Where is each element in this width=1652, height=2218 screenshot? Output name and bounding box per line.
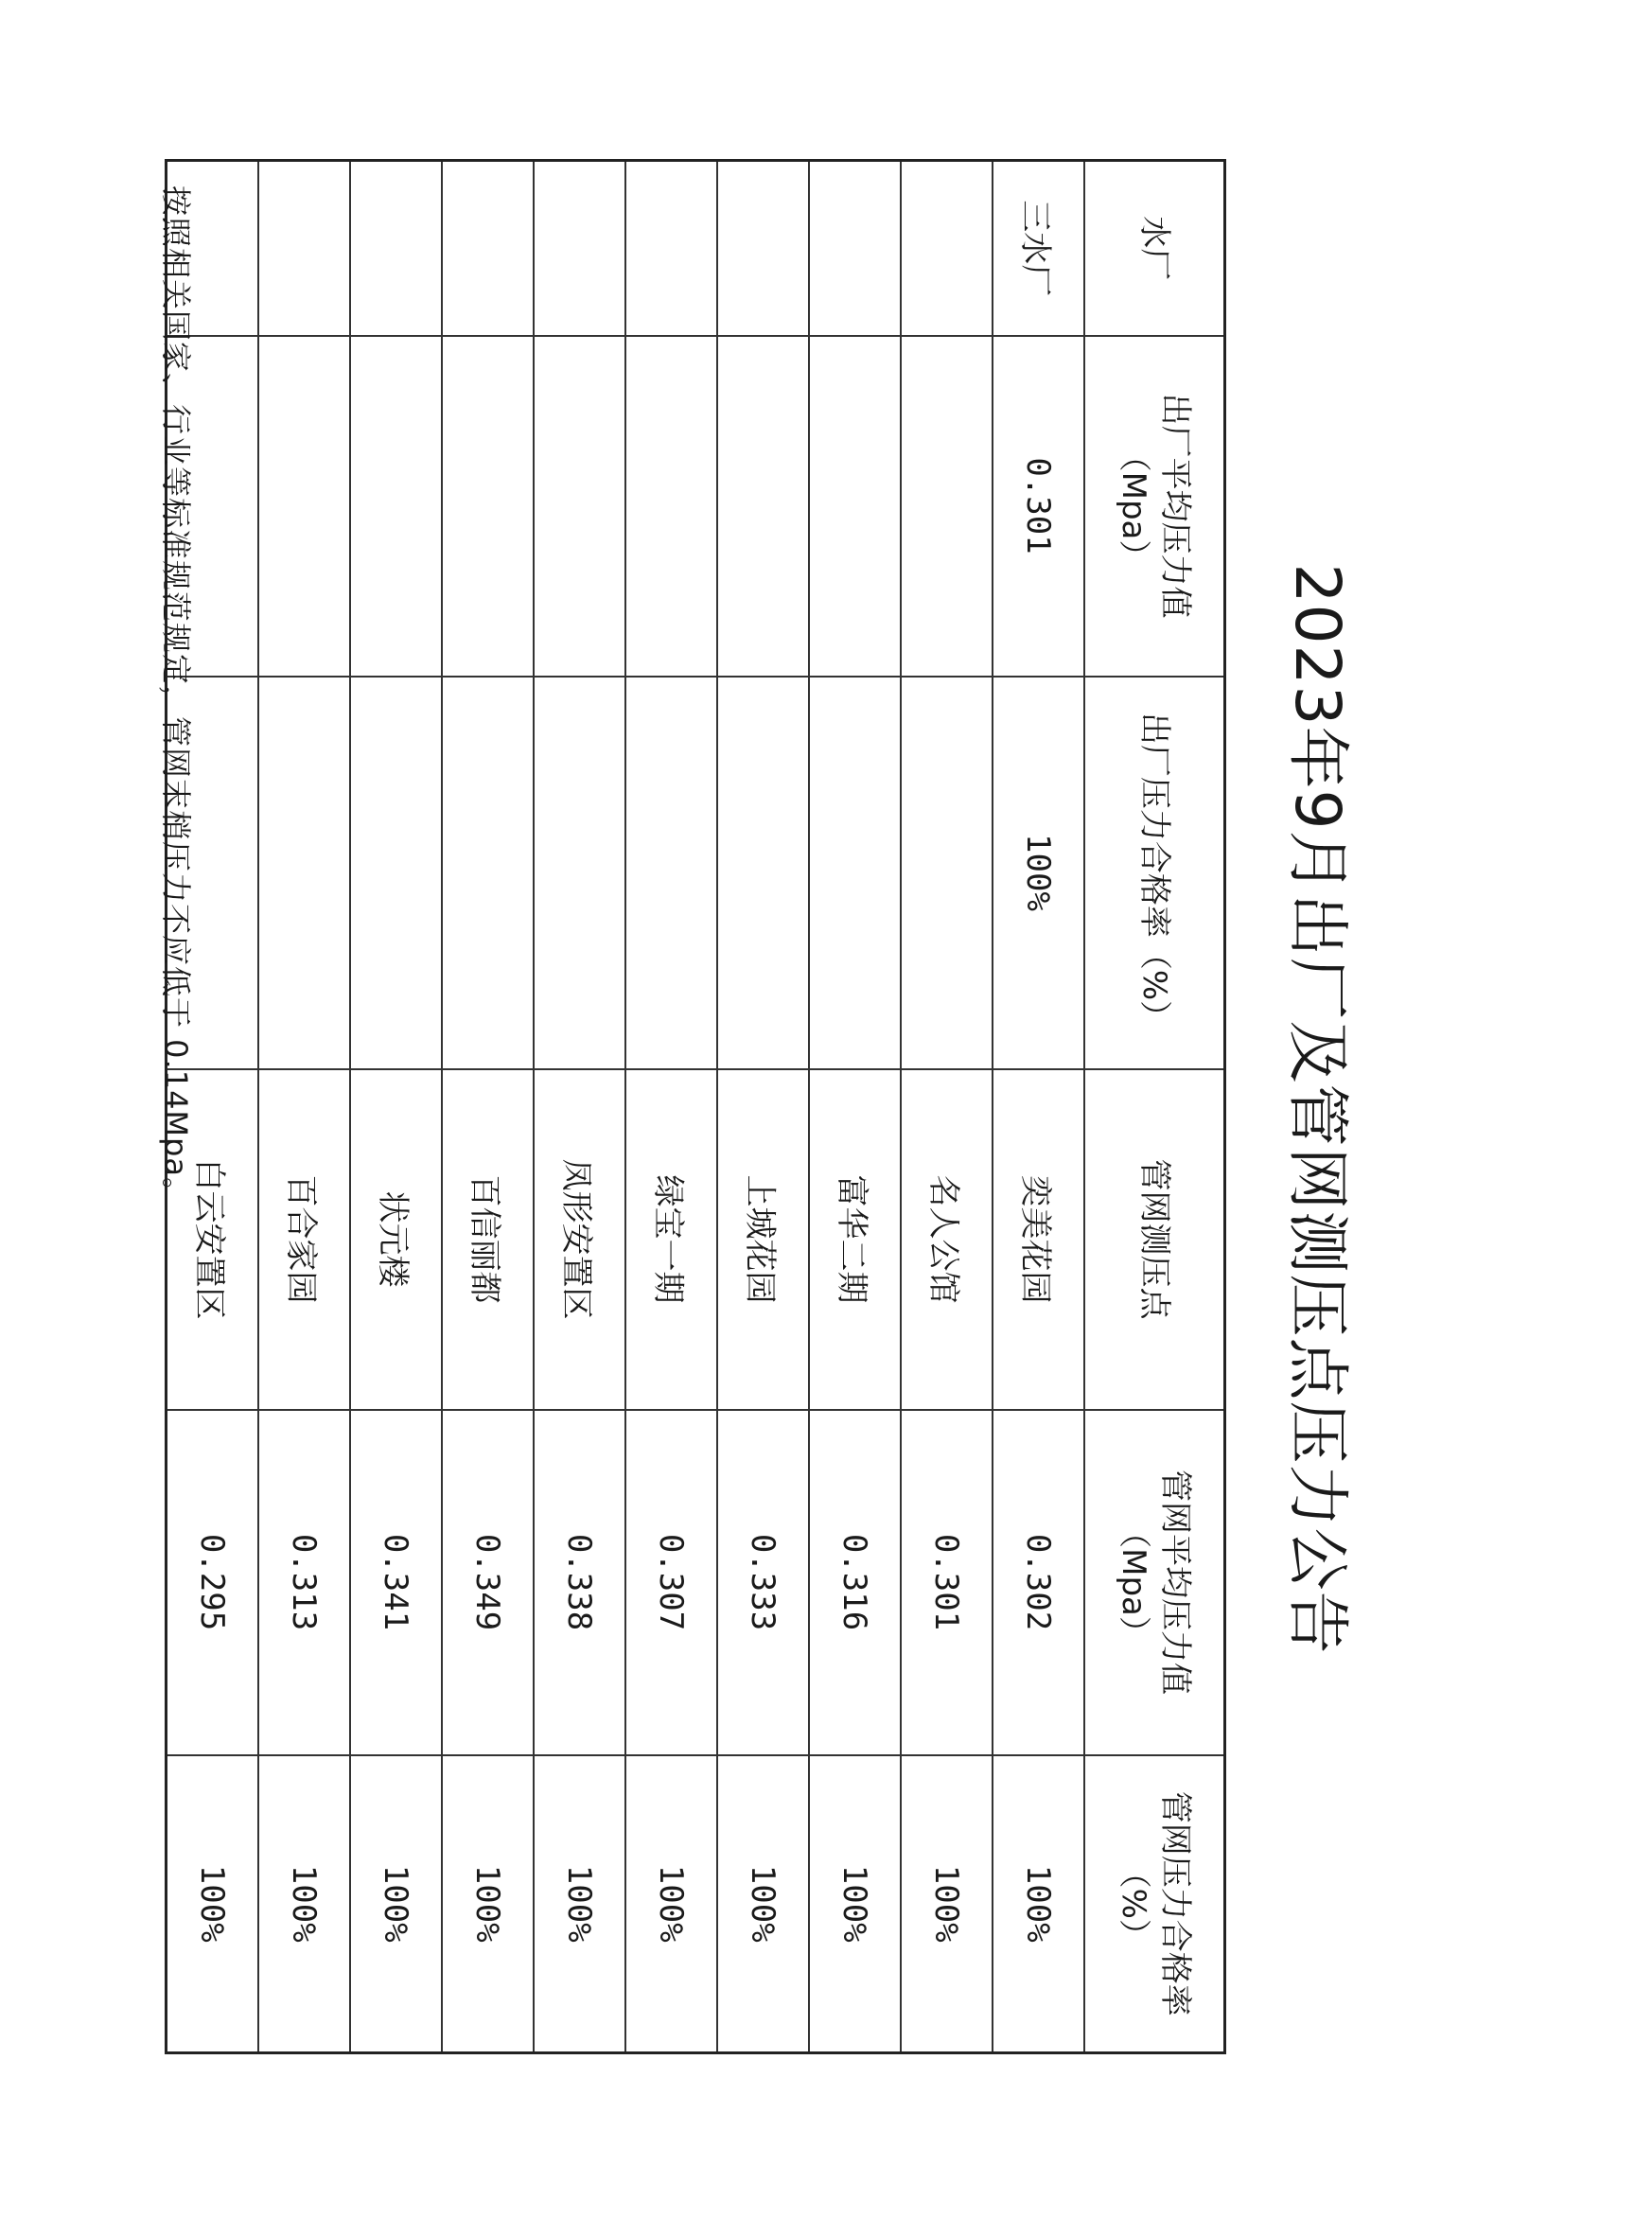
cell-outlet-avg-pressure [442, 336, 534, 677]
cell-outlet-pass-rate [625, 677, 717, 1069]
cell-network-pass-rate: 100% [717, 1755, 809, 2053]
cell-water-plant [809, 161, 901, 336]
header-water-plant: 水厂 [1084, 161, 1225, 336]
cell-network-point: 上城花园 [717, 1069, 809, 1410]
cell-network-point: 名人公馆 [901, 1069, 993, 1410]
cell-network-avg-pressure: 0.333 [717, 1410, 809, 1755]
table-row [993, 161, 1084, 2053]
header-network-avg-pressure: 管网平均压力值（Mpa） [1084, 1410, 1225, 1755]
pressure-table [165, 159, 1226, 2054]
cell-network-pass-rate: 100% [901, 1755, 993, 2053]
table-row [442, 161, 534, 2053]
table-row [625, 161, 717, 2053]
cell-network-point: 百信丽都 [442, 1069, 534, 1410]
cell-network-point: 凤形安置区 [534, 1069, 625, 1410]
cell-network-pass-rate: 100% [258, 1755, 350, 2053]
cell-outlet-pass-rate [534, 677, 625, 1069]
header-network-point: 管网测压点 [1084, 1069, 1225, 1410]
cell-outlet-avg-pressure [258, 336, 350, 677]
cell-network-avg-pressure: 0.341 [350, 1410, 442, 1755]
cell-network-pass-rate: 100% [442, 1755, 534, 2053]
cell-network-point: 状元楼 [350, 1069, 442, 1410]
cell-network-avg-pressure: 0.349 [442, 1410, 534, 1755]
footnote: 按照相关国家、行业等标准规范规定，管网末梢压力不应低于 0.14Mpa。 [158, 185, 194, 1208]
cell-water-plant [717, 161, 809, 336]
cell-outlet-pass-rate [442, 677, 534, 1069]
cell-network-pass-rate: 100% [625, 1755, 717, 2053]
cell-water-plant [901, 161, 993, 336]
table-row [534, 161, 625, 2053]
cell-water-plant: 三水厂 [993, 161, 1084, 336]
cell-outlet-pass-rate [717, 677, 809, 1069]
cell-network-point: 绿宝一期 [625, 1069, 717, 1410]
cell-network-pass-rate: 100% [534, 1755, 625, 2053]
cell-outlet-pass-rate [258, 677, 350, 1069]
cell-network-avg-pressure: 0.313 [258, 1410, 350, 1755]
cell-network-point: 白云安置区 [167, 1069, 259, 1410]
cell-outlet-pass-rate: 100% [993, 677, 1084, 1069]
document-title: 2023年9月出厂及管网测压点压力公告 [1281, 563, 1354, 1655]
table-row [901, 161, 993, 2053]
cell-water-plant [442, 161, 534, 336]
cell-network-avg-pressure: 0.338 [534, 1410, 625, 1755]
cell-network-avg-pressure: 0.316 [809, 1410, 901, 1755]
header-network-pass-rate: 管网压力合格率（%） [1084, 1755, 1225, 2053]
cell-outlet-avg-pressure [717, 336, 809, 677]
cell-network-point: 奕美花园 [993, 1069, 1084, 1410]
cell-water-plant [625, 161, 717, 336]
cell-network-avg-pressure: 0.302 [993, 1410, 1084, 1755]
cell-network-pass-rate: 100% [350, 1755, 442, 2053]
cell-network-pass-rate: 100% [993, 1755, 1084, 2053]
table-header-row [1084, 161, 1225, 2053]
table-body [167, 161, 1085, 2053]
cell-outlet-pass-rate [809, 677, 901, 1069]
cell-water-plant [258, 161, 350, 336]
table-row [717, 161, 809, 2053]
cell-outlet-pass-rate [901, 677, 993, 1069]
cell-water-plant [350, 161, 442, 336]
cell-outlet-pass-rate [350, 677, 442, 1069]
table-row [350, 161, 442, 2053]
cell-outlet-avg-pressure [809, 336, 901, 677]
cell-network-avg-pressure: 0.301 [901, 1410, 993, 1755]
cell-network-point: 百合家园 [258, 1069, 350, 1410]
cell-outlet-avg-pressure [350, 336, 442, 677]
table-row [258, 161, 350, 2053]
cell-outlet-avg-pressure [901, 336, 993, 677]
header-outlet-pass-rate: 出厂压力合格率（%） [1084, 677, 1225, 1069]
cell-outlet-avg-pressure [534, 336, 625, 677]
cell-network-pass-rate: 100% [167, 1755, 259, 2053]
cell-outlet-avg-pressure [625, 336, 717, 677]
cell-network-avg-pressure: 0.295 [167, 1410, 259, 1755]
cell-water-plant [534, 161, 625, 336]
header-outlet-avg-pressure: 出厂平均压力值（Mpa） [1084, 336, 1225, 677]
cell-network-avg-pressure: 0.307 [625, 1410, 717, 1755]
cell-network-pass-rate: 100% [809, 1755, 901, 2053]
cell-network-point: 富华二期 [809, 1069, 901, 1410]
cell-outlet-avg-pressure: 0.301 [993, 336, 1084, 677]
table-row [809, 161, 901, 2053]
